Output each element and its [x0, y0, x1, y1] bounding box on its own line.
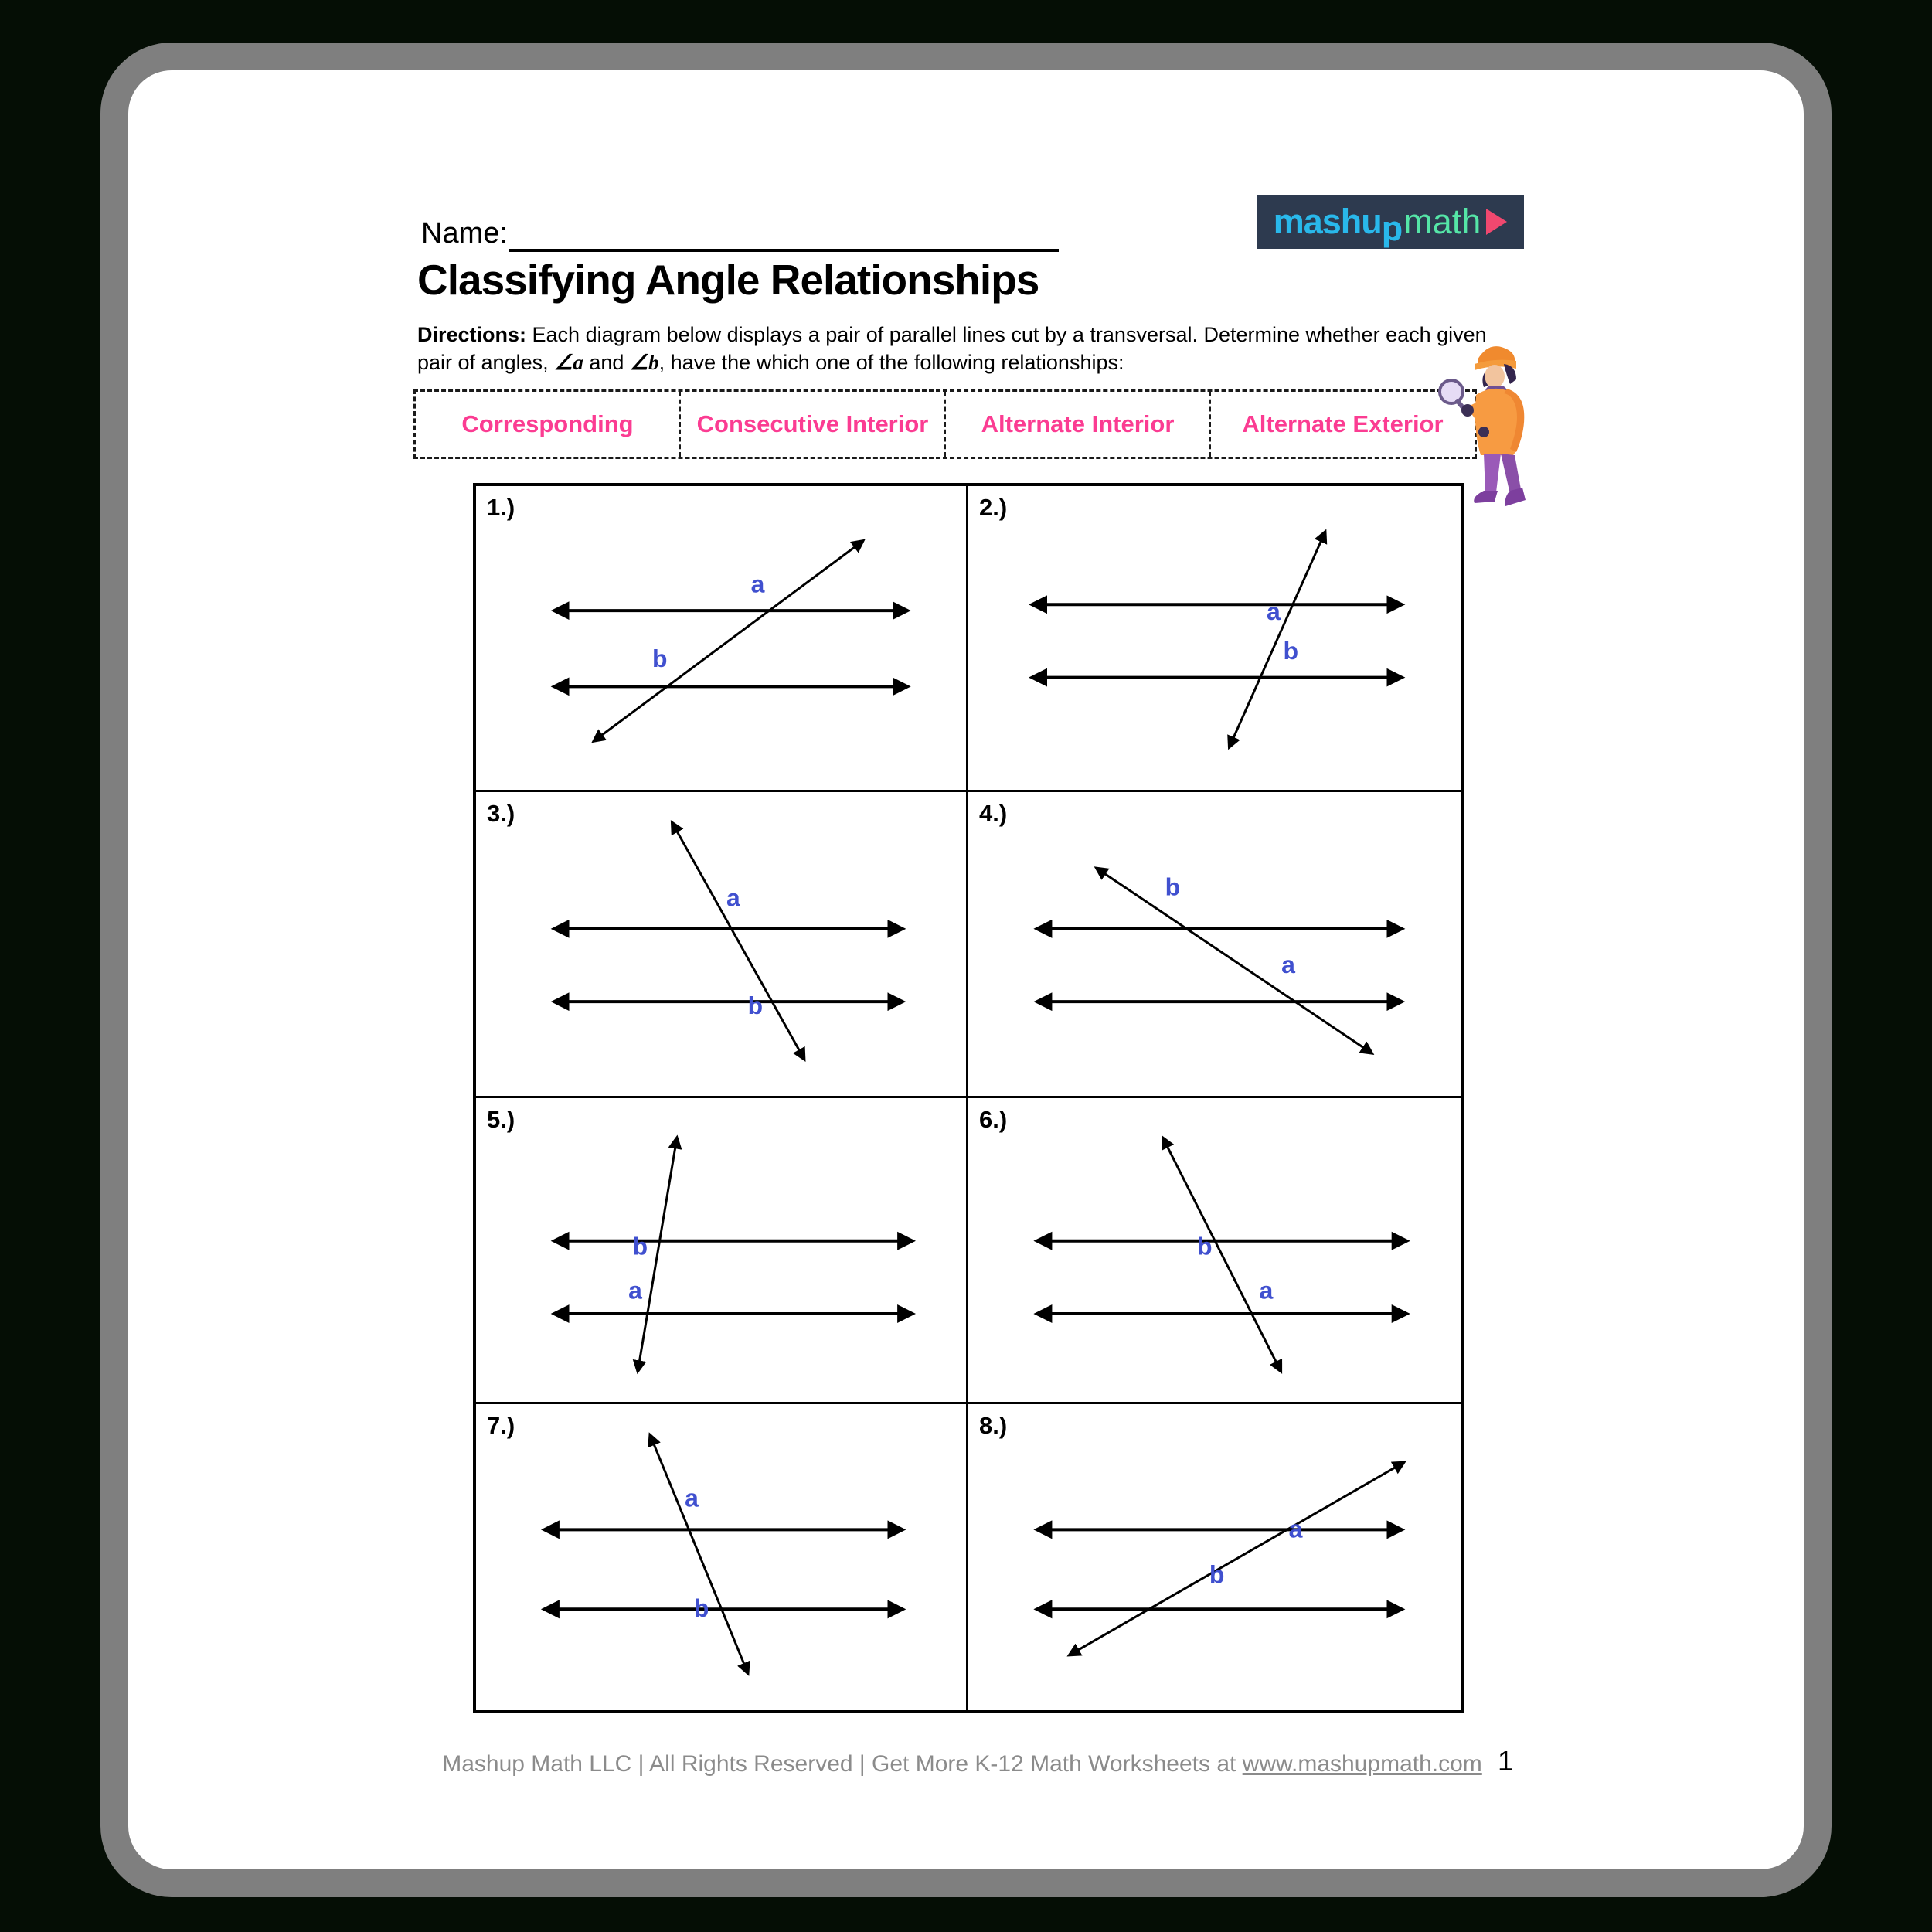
option-corresponding: Corresponding [461, 410, 634, 437]
play-triangle-icon [1486, 209, 1507, 235]
problem-diagram [968, 1404, 1461, 1710]
problem-cell-8 [968, 1404, 1461, 1710]
name-blank-line[interactable] [509, 216, 1059, 252]
problem-cell-6 [968, 1098, 1461, 1404]
angle-label-b: b [652, 644, 668, 672]
problem-cell-4 [968, 792, 1461, 1098]
logo-word-math: math [1403, 202, 1481, 241]
angle-label-a: a [750, 570, 765, 598]
angle-label-a: a [1259, 1276, 1274, 1304]
problem-number: 7.) [487, 1412, 515, 1439]
problem-number: 2.) [979, 494, 1008, 521]
angle-label-a: a [1288, 1515, 1303, 1543]
problem-diagram [476, 486, 966, 790]
angle-label-a: a [1267, 597, 1281, 625]
problem-number: 8.) [979, 1412, 1008, 1439]
problem-diagram [968, 1098, 1461, 1402]
problems-grid [473, 483, 1464, 1713]
problem-number: 1.) [487, 494, 515, 521]
angle-a-symbol: ∠a [554, 350, 583, 374]
problem-diagram [968, 486, 1461, 790]
problem-number: 4.) [979, 800, 1008, 827]
problem-cell-2 [968, 486, 1461, 792]
logo-word-mashup: mashup [1273, 202, 1403, 248]
problem-diagram [476, 1404, 966, 1710]
boot [1474, 491, 1498, 503]
angle-label-b: b [632, 1232, 648, 1260]
angle-label-a: a [726, 883, 740, 912]
logo-dropped-p: p [1381, 209, 1403, 248]
angle-label-b: b [1165, 872, 1181, 901]
page-title: Classifying Angle Relationships [417, 256, 1039, 304]
angle-label-b: b [747, 991, 764, 1019]
angle-b-symbol: ∠b [629, 350, 659, 374]
angle-label-b: b [693, 1594, 709, 1623]
problem-number: 3.) [487, 800, 515, 827]
footer-text: Mashup Math LLC | All Rights Reserved | Get More K-12 Math Worksheets at www.mashupmath.com [442, 1751, 1482, 1777]
angle-label-a: a [685, 1484, 699, 1512]
directions-label: Directions: [417, 323, 527, 346]
problem-number: 6.) [979, 1106, 1008, 1133]
problem-diagram [476, 1098, 966, 1402]
problem-cell-1 [476, 486, 968, 792]
face [1485, 365, 1505, 388]
problem-diagram [968, 792, 1461, 1096]
problem-cell-7 [476, 1404, 968, 1710]
pants [1484, 454, 1501, 492]
relationship-options-box [413, 389, 1477, 459]
angle-label-a: a [628, 1276, 642, 1304]
problem-cell-5 [476, 1098, 968, 1404]
page-number: 1 [1498, 1745, 1514, 1777]
angle-label-b: b [1283, 637, 1299, 665]
glove [1461, 404, 1474, 417]
option-consecutive-interior: Consecutive Interior [679, 392, 944, 457]
option-alternate-exterior: Alternate Exterior [1209, 392, 1475, 457]
angle-label-a: a [1281, 950, 1295, 978]
problem-diagram [476, 792, 966, 1096]
problem-number: 5.) [487, 1106, 515, 1133]
directions-text: Directions: Each diagram below displays a pair of parallel lines cut by a transversal. Determine whether each given pair of angles, ∠a and ∠b, have the which one of the following relationships: [417, 323, 1487, 374]
boot [1505, 488, 1526, 506]
mashupmath-logo [1257, 195, 1524, 249]
problem-cell-3 [476, 792, 968, 1098]
option-alternate-interior: Alternate Interior [944, 392, 1209, 457]
mashupmath-link[interactable]: www.mashupmath.com [1242, 1751, 1482, 1777]
angle-label-b: b [1209, 1560, 1225, 1589]
name-label: Name: [421, 217, 508, 250]
angle-label-b: b [1196, 1232, 1213, 1260]
